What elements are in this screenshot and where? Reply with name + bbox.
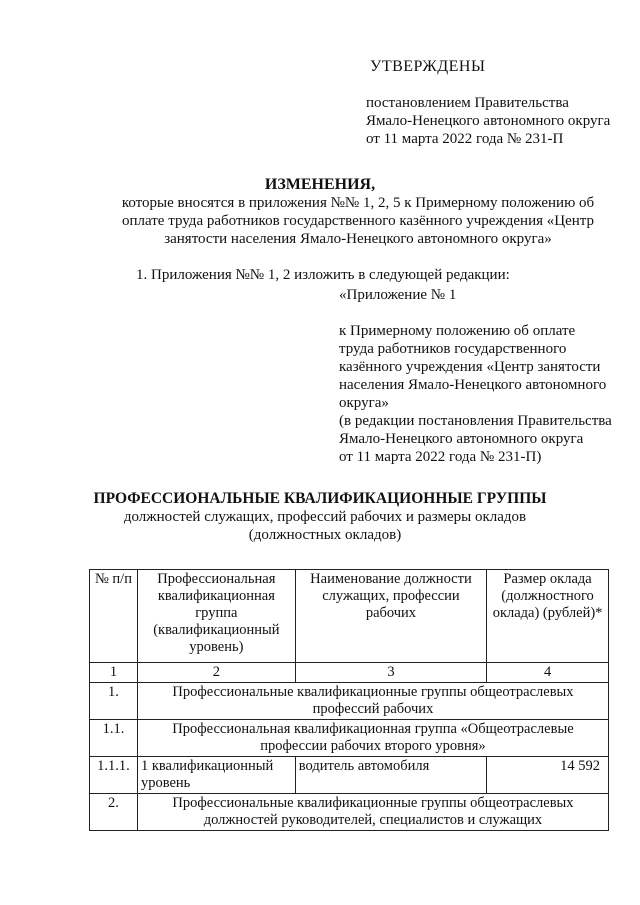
header-position: Наименование должности служащих, профессии рабочих <box>295 570 486 663</box>
table-row <box>90 757 609 794</box>
row-num: 1.1. <box>90 720 138 757</box>
header-num: № п/п <box>90 570 138 663</box>
changes-title: ИЗМЕНЕНИЯ, <box>264 176 376 193</box>
row-group-text: Профессиональная квалификационная группа «Общеотраслевые профессии рабочих второго уровня» <box>137 720 608 757</box>
appendix-line: Ямало-Ненецкого автономного округа <box>339 431 584 447</box>
appendix-title: «Приложение № 1 <box>339 287 457 303</box>
col-number: 3 <box>295 663 486 683</box>
approval-decree <box>366 94 636 148</box>
decree-line: Ямало-Ненецкого автономного округа <box>366 113 611 129</box>
changes-description: которые вносятся в приложения №№ 1, 2, 5 к Примерному положению об оплате труда работников государственного казённого учреждения «Центр занятости населения Ямало-Ненецкого автономного округа» <box>121 195 595 247</box>
col-number: 1 <box>90 663 138 683</box>
header-salary: Размер оклада (должностного оклада) (рублей)* <box>487 570 609 663</box>
row-salary: 14 592 <box>487 757 609 794</box>
appendix-line: населения Ямало-Ненецкого автономного <box>339 377 607 393</box>
decree-line: от 11 марта 2022 года № 231-П <box>366 131 564 147</box>
salary-table <box>89 569 609 831</box>
row-num: 2. <box>90 794 138 831</box>
table-row <box>90 683 609 720</box>
table-header-row <box>90 570 609 663</box>
header-group: Профессиональная квалификационная группа (квалификационный уровень) <box>137 570 295 663</box>
appendix-line: (в редакции постановления Правительства <box>339 413 612 429</box>
row-num: 1.1.1. <box>90 757 138 794</box>
item-1-text: 1. Приложения №№ 1, 2 изложить в следующей редакции: <box>136 267 510 283</box>
decree-line: постановлением Правительства <box>366 95 569 111</box>
col-number: 4 <box>487 663 609 683</box>
table-row <box>90 720 609 757</box>
table-row <box>90 794 609 831</box>
row-num: 1. <box>90 683 138 720</box>
approval-heading: УТВЕРЖДЕНЫ <box>370 58 486 75</box>
row-group-text: Профессиональные квалификационные группы общеотраслевых должностей руководителей, специалистов и служащих <box>137 794 608 831</box>
row-group-text: Профессиональные квалификационные группы общеотраслевых профессий рабочих <box>137 683 608 720</box>
appendix-block <box>339 286 629 466</box>
appendix-line: труда работников государственного <box>339 341 567 357</box>
row-position: водитель автомобиля <box>295 757 486 794</box>
appendix-line: казённого учреждения «Центр занятости <box>339 359 601 375</box>
row-level: 1 квалификационный уровень <box>137 757 295 794</box>
appendix-line: к Примерному положению об оплате <box>339 323 576 339</box>
pkg-title: ПРОФЕССИОНАЛЬНЫЕ КВАЛИФИКАЦИОННЫЕ ГРУППЫ <box>93 490 547 507</box>
pkg-subtitle: должностей служащих, профессий рабочих и размеры окладов (должностных окладов) <box>123 509 527 543</box>
appendix-line: округа» <box>339 395 389 411</box>
table-number-row <box>90 663 609 683</box>
col-number: 2 <box>137 663 295 683</box>
appendix-line: от 11 марта 2022 года № 231-П) <box>339 449 542 465</box>
